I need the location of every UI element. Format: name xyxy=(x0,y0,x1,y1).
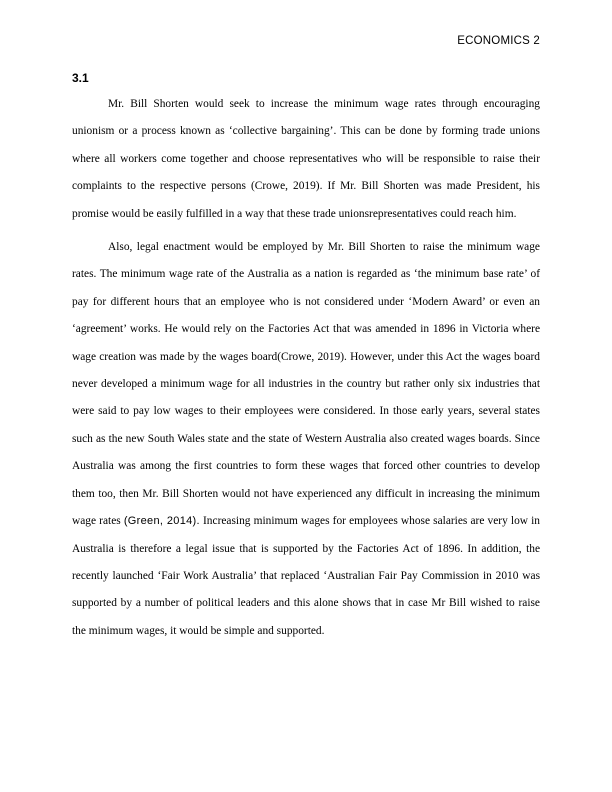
paragraph-legal-enactment-part2: Increasing minimum wages for employees whose salaries are very low in Australia is therefore a legal issue that is supported by the Factories Act of 1896. In addition, the recently launched ‘Fair Work Australia’ that replaced ‘Australian Fair Pay Commission in 2010 was supported by a number of political leaders and this alone shows that in case Mr Bill wished to raise the minimum wages, it would be simple and supported. xyxy=(72,515,540,637)
paragraph-legal-enactment xyxy=(72,234,540,645)
body-text xyxy=(72,91,540,651)
section-heading: 3.1 xyxy=(72,71,89,85)
paragraph-collective-bargaining: Mr. Bill Shorten would seek to increase the minimum wage rates through encouraging unionism or a process known as ‘collective bargaining’. This can be done by forming trade unions where all workers come together and choose representatives who will be responsible to raise their complaints to the respective persons (Crowe, 2019). If Mr. Bill Shorten was made President, his promise would be easily fulfilled in a way that these trade unionsrepresentatives could reach him. xyxy=(72,98,540,220)
citation-green-2014: (Green, 2014). xyxy=(123,515,200,528)
running-head: ECONOMICS 2 xyxy=(457,35,540,47)
paragraph-legal-enactment-part1: Also, legal enactment would be employed by Mr. Bill Shorten to raise the minimum wage rates. The minimum wage rate of the Australia as a nation is regarded as ‘the minimum base rate’ of pay for different hours that an employee who is not considered under ‘Modern Award’ or even an ‘agreement’ works. He would rely on the Factories Act that was amended in 1896 in Victoria where wage creation was made by the wages board(Crowe, 2019). However, under this Act the wages board never developed a minimum wage for all industries in the country but rather only six industries that were said to pay low wages to their employees were considered. In those early years, several states such as the new South Wales state and the state of Western Australia also created wages boards. Since Australia was among the first countries to form these wages that forced other countries to develop them too, then Mr. Bill Shorten would not have experienced any difficult in increasing the minimum wage rates xyxy=(72,241,540,528)
